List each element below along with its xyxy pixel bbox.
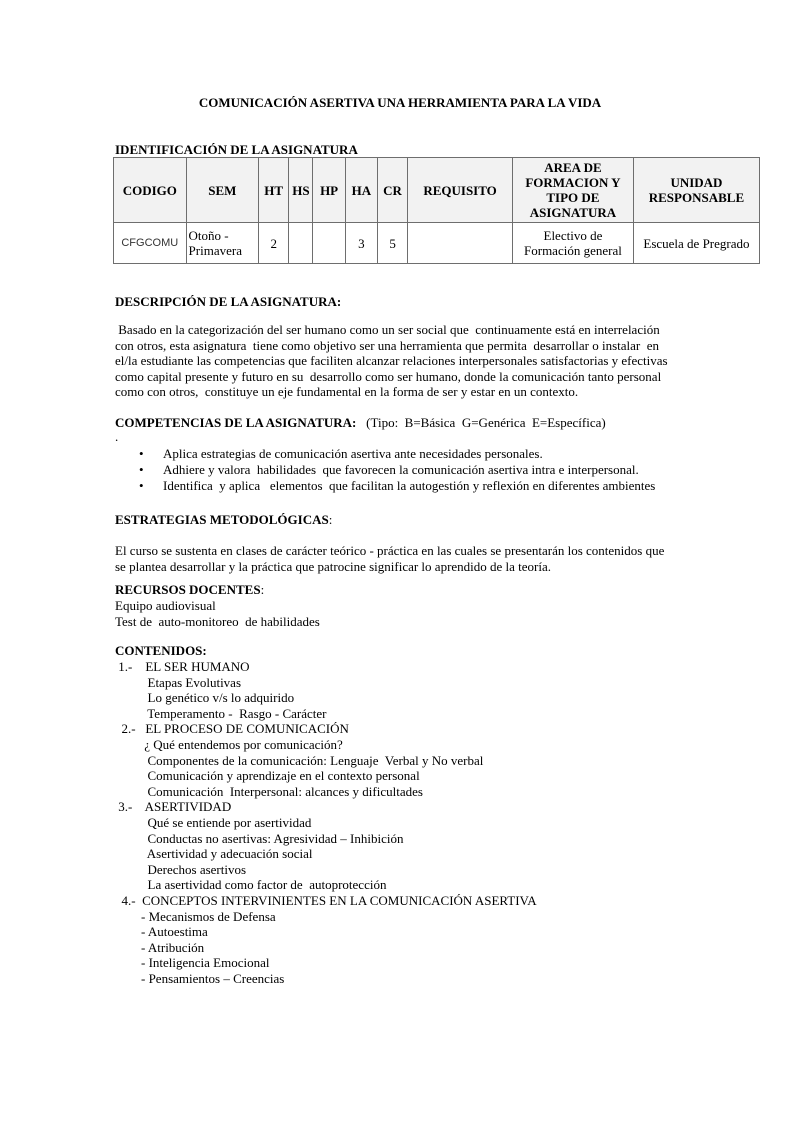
cell-ha: 3 — [345, 223, 377, 264]
header-ht: HT — [259, 158, 289, 223]
competencia-text: Adhiere y valora habilidades que favorecen la comunicación asertiva intra e interpersonal. — [163, 462, 639, 477]
cell-requisito — [408, 223, 513, 264]
contenido-item: Conductas no asertivas: Agresividad – Inhibición — [115, 830, 404, 846]
contenido-unit-title: 1.- EL SER HUMANO — [115, 659, 250, 674]
cell-area-line2: Formación general — [524, 243, 622, 258]
competencia-text: Aplica estrategias de comunicación asertiva ante necesidades personales. — [163, 446, 543, 461]
document-title: COMUNICACIÓN ASERTIVA UNA HERRAMIENTA PARA LA VIDA — [198, 95, 602, 110]
recurso-item: Equipo audiovisual — [115, 598, 216, 613]
table-header-row — [114, 158, 760, 223]
estrategias-heading: ESTRATEGIAS METODOLÓGICAS — [115, 512, 329, 527]
bullet-icon: • — [139, 462, 144, 477]
header-hs: HS — [289, 158, 313, 223]
estrategias-heading-row — [115, 512, 332, 528]
estrategias-colon: : — [328, 512, 333, 527]
competencias-tipo-note: (Tipo: B=Básica G=Genérica E=Específica) — [366, 415, 606, 430]
contenido-item: - Atribución — [115, 939, 205, 955]
cell-sem-line2: Primavera — [188, 243, 242, 258]
estrategias-paragraph — [115, 543, 695, 574]
contenido-item: ¿ Qué entendemos por comunicación? — [115, 736, 343, 752]
contenido-unit-title: 4.- CONCEPTOS INTERVINIENTES EN LA COMUNICACIÓN ASERTIVA — [115, 892, 537, 908]
contenido-item: Derechos asertivos — [115, 861, 247, 877]
cell-codigo: CFGCOMU — [114, 223, 187, 264]
descripcion-line: como con otros, constituye un eje fundamental en la forma de ser y estar en un contexto. — [115, 384, 579, 399]
descripcion-line: con otros, esta asignatura tiene como objetivo ser una herramienta que permita desarrollar o instalar en — [115, 337, 659, 353]
contenido-item: Etapas Evolutivas — [115, 674, 242, 690]
identificacion-table — [113, 157, 760, 264]
header-requisito: REQUISITO — [408, 158, 513, 223]
cell-sem-line1: Otoño - — [188, 228, 229, 243]
list-item — [115, 446, 715, 462]
contenido-item: Lo genético v/s lo adquirido — [115, 690, 295, 706]
cell-ht: 2 — [259, 223, 289, 264]
header-hp: HP — [313, 158, 345, 223]
descripcion-heading: DESCRIPCIÓN DE LA ASIGNATURA: — [115, 294, 342, 309]
competencias-list — [115, 446, 715, 494]
list-item — [115, 478, 715, 494]
identificacion-heading: IDENTIFICACIÓN DE LA ASIGNATURA — [115, 142, 358, 157]
table-row — [114, 223, 760, 264]
competencias-heading: COMPETENCIAS DE LA ASIGNATURA: — [115, 415, 357, 430]
contenido-item: Comunicación Interpersonal: alcances y dificultades — [115, 783, 423, 799]
contenidos-heading: CONTENIDOS: — [115, 643, 207, 658]
contenido-item: - Inteligencia Emocional — [115, 955, 270, 971]
descripcion-line: como capital presente y futuro en su desarrollo como ser humano, donde la comunicación tanto personal — [115, 368, 662, 384]
contenido-item: - Mecanismos de Defensa — [115, 908, 276, 924]
bullet-icon: • — [139, 446, 144, 461]
descripcion-line: el/la estudiante las competencias que faciliten alcanzar relaciones interpersonales satisfactorias y efectivas — [115, 353, 668, 368]
contenido-item: Qué se entiende por asertividad — [115, 814, 312, 830]
header-unidad-responsable: UNIDAD RESPONSABLE — [633, 158, 759, 223]
list-item — [115, 462, 715, 478]
bullet-icon: • — [139, 478, 144, 493]
cell-hp — [313, 223, 345, 264]
header-sem: SEM — [186, 158, 259, 223]
contenido-item: Temperamento - Rasgo - Carácter — [115, 705, 327, 721]
recursos-heading: RECURSOS DOCENTES — [115, 582, 261, 597]
estrategias-line: se plantea desarrollar y la práctica que patrocine significar lo aprendido de la teoría. — [115, 558, 552, 574]
header-area-formacion: AREA DE FORMACION Y TIPO DE ASIGNATURA — [512, 158, 633, 223]
cell-sem — [186, 223, 259, 264]
cell-hs — [289, 223, 313, 264]
header-cr: CR — [377, 158, 407, 223]
recursos-colon: : — [260, 582, 265, 597]
contenido-item: - Pensamientos – Creencias — [115, 970, 285, 986]
contenido-item: - Autoestima — [115, 924, 208, 940]
cell-unidad-responsable: Escuela de Pregrado — [633, 223, 759, 264]
cell-area-line1: Electivo de — [543, 228, 603, 243]
descripcion-paragraph — [115, 322, 695, 400]
header-codigo: CODIGO — [114, 158, 187, 223]
contenido-item: Componentes de la comunicación: Lenguaje Verbal y No verbal — [115, 752, 484, 768]
competencias-heading-row — [115, 415, 606, 431]
recursos-heading-row — [115, 582, 264, 598]
contenido-item: La asertividad como factor de autoprotección — [115, 877, 387, 893]
contenido-item: Asertividad y adecuación social — [115, 846, 313, 862]
contenido-unit-title: 3.- ASERTIVIDAD — [115, 799, 232, 815]
contenido-unit-title: 2.- EL PROCESO DE COMUNICACIÓN — [115, 721, 349, 737]
cell-area-formacion — [512, 223, 633, 264]
header-ha: HA — [345, 158, 377, 223]
contenidos-list — [115, 659, 537, 986]
recursos-list — [115, 598, 320, 629]
stray-period: . — [115, 429, 119, 444]
competencia-text: Identifica y aplica elementos que facilitan la autogestión y reflexión en diferentes ambientes — [163, 478, 656, 493]
estrategias-line: El curso se sustenta en clases de carácter teórico - práctica en las cuales se presentarán los contenidos que — [115, 543, 665, 558]
recurso-item: Test de auto-monitoreo de habilidades — [115, 613, 320, 629]
descripcion-line: Basado en la categorización del ser humano como un ser social que continuamente está en interrelación — [115, 322, 660, 337]
cell-cr: 5 — [377, 223, 407, 264]
contenido-item: Comunicación y aprendizaje en el contexto personal — [115, 768, 420, 784]
